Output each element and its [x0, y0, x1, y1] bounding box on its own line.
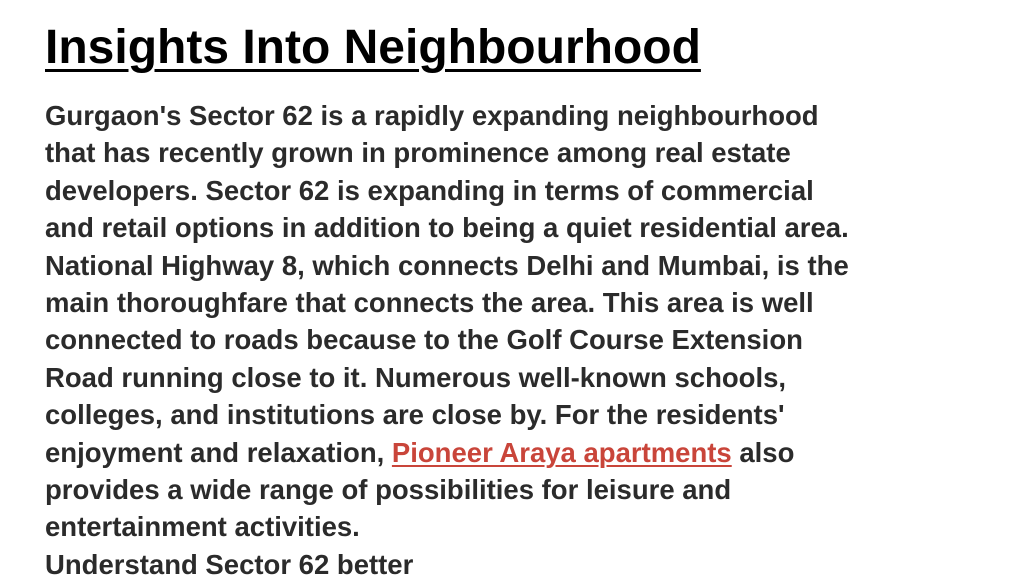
paragraph-line: main thoroughfare that connects the area. This area is well: [45, 287, 814, 319]
paragraph-line: National Highway 8, which connects Delhi and Mumbai, is the: [45, 249, 849, 281]
paragraph-line: provides a wide range of possibilities for leisure and: [45, 474, 732, 506]
paragraph-line: Road running close to it. Numerous well-known schools,: [45, 361, 787, 393]
paragraph-line: developers. Sector 62 is expanding in terms of commercial: [45, 174, 814, 206]
paragraph-line: Gurgaon's Sector 62 is a rapidly expanding neighbourhood: [45, 100, 819, 131]
paragraph-line-with-link: [45, 434, 995, 471]
paragraph-text: also: [731, 436, 795, 468]
paragraph-line: that has recently grown in prominence among real estate: [45, 137, 791, 169]
paragraph-line: and retail options in addition to being a quiet residential area.: [45, 212, 849, 244]
pioneer-araya-link[interactable]: Pioneer Araya apartments: [391, 436, 732, 468]
paragraph-line: colleges, and institutions are close by. For the residents': [45, 399, 785, 431]
page-title: Insights Into Neighbourhood: [45, 21, 701, 74]
paragraph-line: entertainment activities.: [45, 511, 360, 543]
subheading: Understand Sector 62 better: [45, 548, 414, 576]
paragraph-line: connected to roads because to the Golf Course Extension: [45, 324, 803, 356]
body-paragraph: [45, 97, 995, 576]
paragraph-text: enjoyment and relaxation,: [45, 436, 392, 468]
